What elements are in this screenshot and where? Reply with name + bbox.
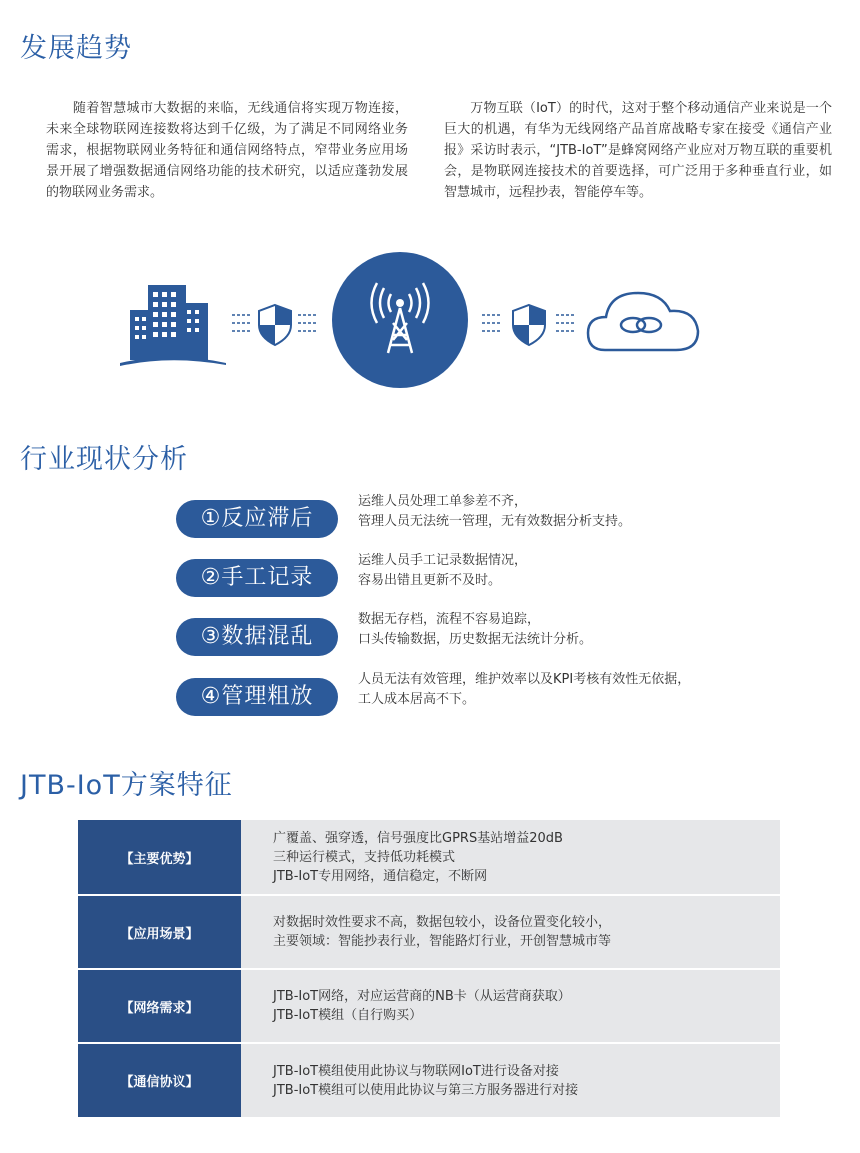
row-line: JTB-IoT专用网络，通信稳定，不断网 — [273, 869, 488, 884]
issue-description — [358, 670, 690, 710]
row-line: 主要领域：智能抄表行业，智能路灯行业，开创智慧城市等 — [273, 934, 612, 949]
trend-paragraph-right: 万物互联（IoT）的时代，这对于整个移动通信产业来说是一个巨大的机遇，有华为无线网络产品首席战略专家在接受《通信产业报》采访时表示，“JTB-IoT”是蜂窝网络产业应对万物互联的重要机会，是物联网连接技术的首要选择，可广泛用于多种垂直行业，如智慧城市，远程抄表，智能停车等。 — [444, 101, 832, 200]
row-line: JTB-IoT模组（自行购买） — [273, 1008, 423, 1023]
issue-line: 人员无法有效管理，维护效率以及KPI考核有效性无依据， — [358, 672, 691, 687]
row-line: 对数据时效性要求不高，数据包较小，设备位置变化较小， — [273, 915, 612, 930]
row-label: 【应用场景】 — [78, 896, 241, 968]
issue-item — [176, 492, 776, 548]
issue-item — [176, 670, 776, 726]
issue-line: 运维人员处理工单参差不齐， — [358, 494, 528, 509]
row-content — [241, 970, 780, 1042]
row-content — [241, 820, 780, 895]
row-label: 【主要优势】 — [78, 820, 241, 895]
shield-icon — [513, 305, 545, 345]
issue-item — [176, 551, 776, 607]
issue-line: 容易出错且更新不及时。 — [358, 573, 502, 588]
section-title-solution-features: JTB-IoT方案特征 — [20, 770, 233, 801]
row-line: JTB-IoT网络，对应运营商的NB卡（从运营商获取） — [273, 989, 571, 1004]
row-line: JTB-IoT模组使用此协议与物联网IoT进行设备对接 — [273, 1063, 559, 1079]
section-title-industry-status: 行业现状分析 — [20, 444, 188, 475]
iot-connection-illustration — [110, 245, 710, 415]
row-line: 广覆盖、强穿透，信号强度比GPRS基站增益20dB — [273, 831, 563, 846]
table-row — [78, 1044, 780, 1117]
cloud-icon — [588, 293, 698, 350]
table-row — [78, 970, 780, 1042]
table-row — [78, 896, 780, 968]
row-label: 【通信协议】 — [78, 1044, 241, 1117]
row-content — [241, 1044, 780, 1117]
row-content — [241, 896, 780, 968]
trend-paragraph-left: 随着智慧城市大数据的来临，无线通信将实现万物连接，未来全球物联网连接数将达到千亿级，为了满足不同网络业务需求，根据物联网业务特征和通信网络特点，窄带业务应用场景开展了增强数据通信网络功能的技术研究，以适应蓬勃发展的物联网业务需求。 — [46, 101, 408, 200]
issue-description — [358, 492, 631, 532]
issue-pill: ②手工记录 — [176, 559, 338, 597]
buildings-icon — [120, 285, 226, 366]
cell-tower-icon — [332, 252, 468, 388]
issue-line: 运维人员手工记录数据情况， — [358, 553, 528, 568]
features-table — [78, 820, 780, 1117]
issue-line: 管理人员无法统一管理，无有效数据分析支持。 — [358, 514, 632, 529]
issue-item — [176, 610, 776, 666]
row-line: 三种运行模式，支持低功耗模式 — [273, 850, 456, 865]
issue-line: 工人成本居高不下。 — [358, 692, 476, 707]
shield-icon — [259, 305, 291, 345]
issue-line: 数据无存档，流程不容易追踪， — [358, 612, 541, 627]
issue-description — [358, 610, 592, 650]
row-label: 【网络需求】 — [78, 970, 241, 1042]
issue-description — [358, 551, 527, 591]
issue-pill: ①反应滞后 — [176, 500, 338, 538]
issue-line: 口头传输数据，历史数据无法统计分析。 — [358, 632, 593, 647]
issue-pill: ③数据混乱 — [176, 618, 338, 656]
table-row — [78, 820, 780, 895]
section-title-trend: 发展趋势 — [20, 33, 132, 64]
issue-pill: ④管理粗放 — [176, 678, 338, 716]
row-line: JTB-IoT模组可以使用此协议与第三方服务器进行对接 — [273, 1082, 579, 1098]
